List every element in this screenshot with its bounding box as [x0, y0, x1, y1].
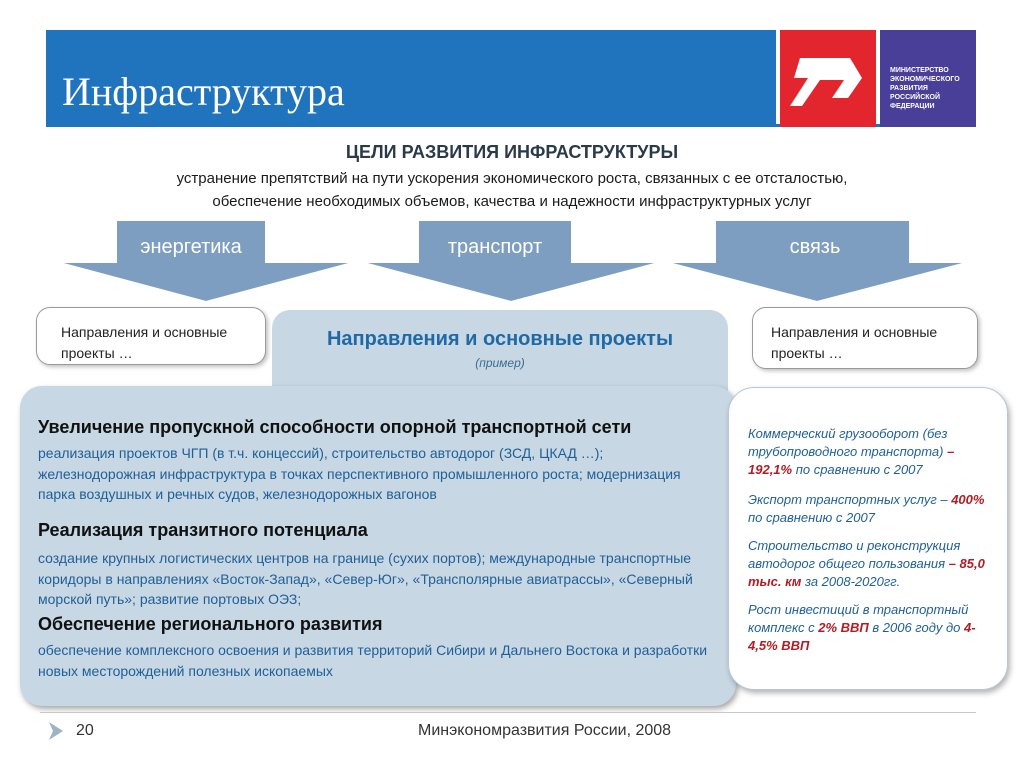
stat-freight-value: – 192,1%	[748, 444, 955, 477]
stat-export	[748, 491, 996, 527]
sector-label-energy: энергетика	[140, 236, 242, 258]
section-body-capacity: реализация проектов ЧГП (в т.ч. концессий), строительство автодорог (ЗСД, ЦКАД …); железнодорожная инфраструктура в точках перспективного промышленного роста; модернизация парка воздушных и речных судов, железнодорожных вагонов	[38, 445, 681, 502]
sector-chevron-communications	[650, 218, 980, 304]
stat-investment-value-target: 4-4,5% ВВП	[748, 620, 976, 653]
panel-title: Направления и основные проекты	[326, 328, 674, 350]
ministry-logo-icon	[780, 30, 876, 127]
goals-line-2: обеспечение необходимых объемов, качества и надежности инфраструктурных услуг	[212, 193, 812, 210]
stat-freight-suffix: по сравнению с 2007	[792, 462, 923, 477]
stat-freight-text: Коммерческий грузооборот (без трубопроводного транспорта)	[748, 426, 948, 459]
sector-chevron-energy	[36, 218, 376, 304]
stat-export-text: Экспорт транспортных услуг –	[748, 492, 952, 507]
communications-directions-box: Направления и основные проекты …	[752, 307, 978, 369]
stat-freight	[748, 425, 996, 479]
footer-arrow-icon	[46, 720, 66, 742]
stat-investment-mid: в 2006 году до	[868, 620, 964, 635]
slide-title: Инфраструктура	[62, 69, 345, 114]
page-number: 20	[76, 722, 94, 739]
stat-roads-suffix: за 2008-2020гг.	[801, 574, 901, 589]
section-heading-transit: Реализация транзитного потенциала	[38, 520, 368, 540]
section-body-transit: создание крупных логистических центров на границе (сухих портов); международные транспортные коридоры в направлениях «Восток-Запад», «Север-Юг», «Трансполярные авиатрассы», «Северный морской путь»; развитие портовых ОЭЗ;	[38, 550, 693, 607]
section-body-regional: обеспечение комплексного освоения и развития территорий Сибири и Дальнего Востока и разработки новых месторождений полезных ископаемых	[38, 642, 708, 679]
stat-export-value: 400%	[951, 492, 985, 507]
energy-directions-box: Направления и основные проекты …	[36, 307, 266, 365]
goals-title: ЦЕЛИ РАЗВИТИЯ ИНФРАСТРУКТУРЫ	[345, 142, 679, 162]
stat-investment-value-2006: 2% ВВП	[818, 620, 869, 635]
stat-investment-text: Рост инвестиций в транспортный комплекс с	[748, 602, 969, 635]
section-heading-capacity: Увеличение пропускной способности опорной транспортной сети	[38, 417, 632, 437]
stat-export-suffix: по сравнению с 2007	[748, 510, 875, 525]
arrow-logo-icon	[780, 30, 876, 127]
stat-roads-text: Строительство и реконструкция автодорог общего пользования	[748, 538, 961, 571]
goals-line-1: устранение препятствий на пути ускорения экономического роста, связанных с ее отсталостью,	[176, 170, 848, 187]
stat-investment	[748, 601, 996, 655]
stat-roads	[748, 537, 996, 591]
footer-organization: Минэкономразвития России, 2008	[418, 722, 672, 739]
sector-label-communications: связь	[789, 236, 841, 258]
footer-divider	[40, 712, 976, 713]
sector-chevron-transport	[340, 218, 680, 304]
stat-roads-value: – 85,0 тыс. км	[748, 556, 985, 589]
ministry-name: МИНИСТЕРСТВО ЭКОНОМИЧЕСКОГО РАЗВИТИЯ РОССИЙСКОЙ ФЕДЕРАЦИИ	[890, 67, 960, 110]
sector-label-transport: транспорт	[447, 236, 543, 258]
section-heading-regional: Обеспечение регионального развития	[38, 614, 383, 634]
panel-subtitle: (пример)	[475, 356, 525, 370]
